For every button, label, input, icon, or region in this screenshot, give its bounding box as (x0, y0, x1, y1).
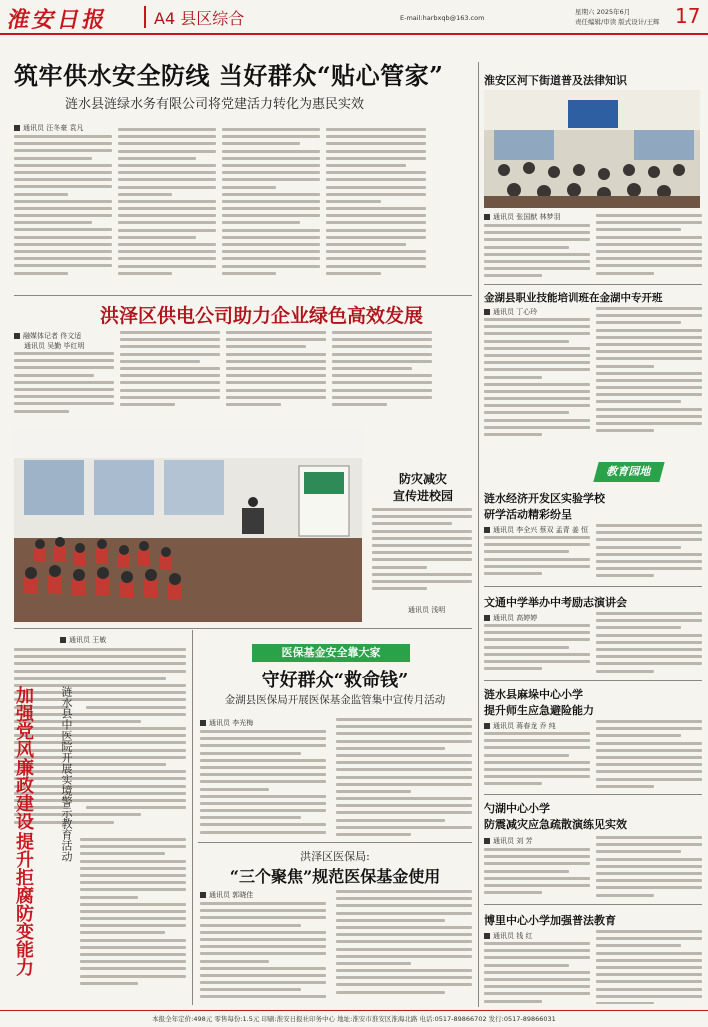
lead-text-col-1 (14, 135, 112, 290)
wentong-text-col-1 (484, 624, 590, 676)
divider (484, 284, 702, 285)
date-line: 星期六 2025年6月 (575, 8, 631, 16)
mahu-title-2: 提升师生应急避险能力 (484, 704, 594, 717)
footer: 本报全年定价:498元 零售每份:1.5元 印刷:淮安日报社印务中心 地址:淮安市淮安区淮海北路 电话:0517-89866702 发行:0517-89866031 (0, 1010, 708, 1027)
bohui-byline: 通讯员 钱 红 (484, 931, 532, 941)
divider (198, 842, 472, 843)
goutan-title: 勺湖中心小学 (484, 802, 550, 815)
bohui-text-col-1 (484, 942, 590, 1004)
street-title: 淮安区河下街道普及法律知识 (484, 74, 627, 87)
disaster-byline: 通讯员 浅明 (408, 606, 446, 614)
discipline-title: 加强党风廉政建设 提升拒腐防变能力 (13, 686, 34, 976)
mahu-byline: 通讯员 蒋春龙 乔 纯 (484, 721, 556, 731)
divider (14, 295, 472, 296)
discipline-byline: 通讯员 王敏 (60, 635, 106, 645)
divider (484, 586, 702, 587)
bohui-title: 博里中心小学加强普法教育 (484, 914, 616, 927)
power-text-col-2 (120, 331, 220, 422)
lianshui-text-col-1 (484, 536, 590, 582)
classroom-photo (14, 428, 362, 622)
medical-title-2: “三个聚焦”规范医保基金使用 (229, 867, 441, 886)
lianshui-text-col-2 (596, 524, 702, 582)
lianshui-title: 涟水经济开发区实验学校 (484, 492, 605, 505)
medical-text-col-2 (336, 718, 472, 838)
power-byline-2: 通讯员 吴勤 毕红明 (24, 342, 85, 350)
mahu-text-col-1 (484, 732, 590, 790)
street-photo (484, 90, 700, 208)
lead-text-col-4 (326, 128, 426, 290)
masthead-logo: 淮安日报 (4, 7, 111, 33)
masthead-rule (0, 33, 708, 35)
street-byline: 通讯员 张国猷 林梦羽 (484, 212, 560, 222)
power-text-col-3 (226, 331, 326, 422)
street-text-col-1 (484, 224, 590, 280)
mahu-title: 涟水县麻垛中心小学 (484, 688, 583, 701)
page-label: A4 县区综合 (154, 9, 245, 28)
editor-line: 责任编辑/审读 版式设计/王辉 (575, 18, 660, 26)
medical-byline-2: 通讯员 郭晓佳 (200, 890, 253, 900)
bohui-text-col-2 (596, 930, 702, 1004)
goutan-title-2: 防震减灾应急疏散演练见实效 (484, 818, 627, 831)
jinhu-text-col-2 (596, 307, 702, 444)
medical-banner: 医保基金安全靠大家 (252, 644, 410, 662)
disaster-text (372, 508, 472, 598)
masthead-divider (144, 6, 146, 28)
wentong-title: 文通中学举办中考励志演讲会 (484, 596, 627, 609)
power-text-col-1 (14, 352, 114, 422)
medical-text-col-3 (200, 902, 326, 1002)
goutan-text-col-1 (484, 848, 590, 900)
wentong-text-col-2 (596, 612, 702, 676)
lead-text-col-2 (118, 128, 216, 290)
medical-text-col-4 (336, 890, 472, 1002)
power-byline: 融媒体记者 佟文适 (14, 331, 81, 341)
divider (484, 680, 702, 681)
jinhu-title: 金湖县职业技能培训班在金湖中专开班 (484, 292, 663, 304)
divider (484, 904, 702, 905)
power-text-col-4 (332, 331, 432, 422)
medical-byline: 通讯员 李光梅 (200, 718, 253, 728)
page-number: 17 (675, 4, 701, 28)
medical-text-col-1 (200, 730, 326, 838)
lead-text-col-3 (222, 128, 320, 290)
wentong-byline: 通讯员 高婷婷 (484, 613, 537, 623)
right-column-divider (478, 62, 479, 1007)
disaster-title: 防灾减灾 宣传进校园 (392, 472, 453, 503)
medical-kicker-2: 洪泽区医保局: (300, 850, 370, 863)
lead-title: 筑牢供水安全防线 当好群众“贴心管家” (14, 61, 444, 90)
jinhu-byline: 通讯员 丁心玲 (484, 307, 537, 317)
lead-subtitle: 涟水县涟绿水务有限公司将党建活力转化为惠民实效 (65, 97, 365, 112)
street-text-col-2 (596, 214, 702, 280)
medical-title: 守好群众“救命钱” (261, 670, 409, 691)
education-corner-label: 教育园地 (593, 462, 664, 482)
lianshui-byline: 通讯员 李全兴 蔡双 孟青 姜 恒 (484, 525, 588, 535)
lead-byline: 通讯员 汪冬豪 袁凡 (14, 123, 83, 133)
discipline-subtitle: 涟水县中医院开展实境警示教育活动 (60, 686, 73, 862)
goutan-byline: 通讯员 刘 芳 (484, 836, 532, 846)
jinhu-text-col-1 (484, 318, 590, 444)
goutan-text-col-2 (596, 836, 702, 900)
divider (14, 628, 472, 629)
email: E-mail:harbxqb@163.com (400, 14, 485, 22)
divider (484, 794, 702, 795)
lianshui-title-2: 研学活动精彩纷呈 (484, 508, 572, 521)
discipline-text-col-2 (80, 838, 186, 1003)
power-title: 洪泽区供电公司助力企业绿色高效发展 (100, 305, 424, 327)
medical-subtitle: 金湖县医保局开展医保基金监管集中宣传月活动 (224, 694, 446, 706)
mahu-text-col-2 (596, 720, 702, 790)
